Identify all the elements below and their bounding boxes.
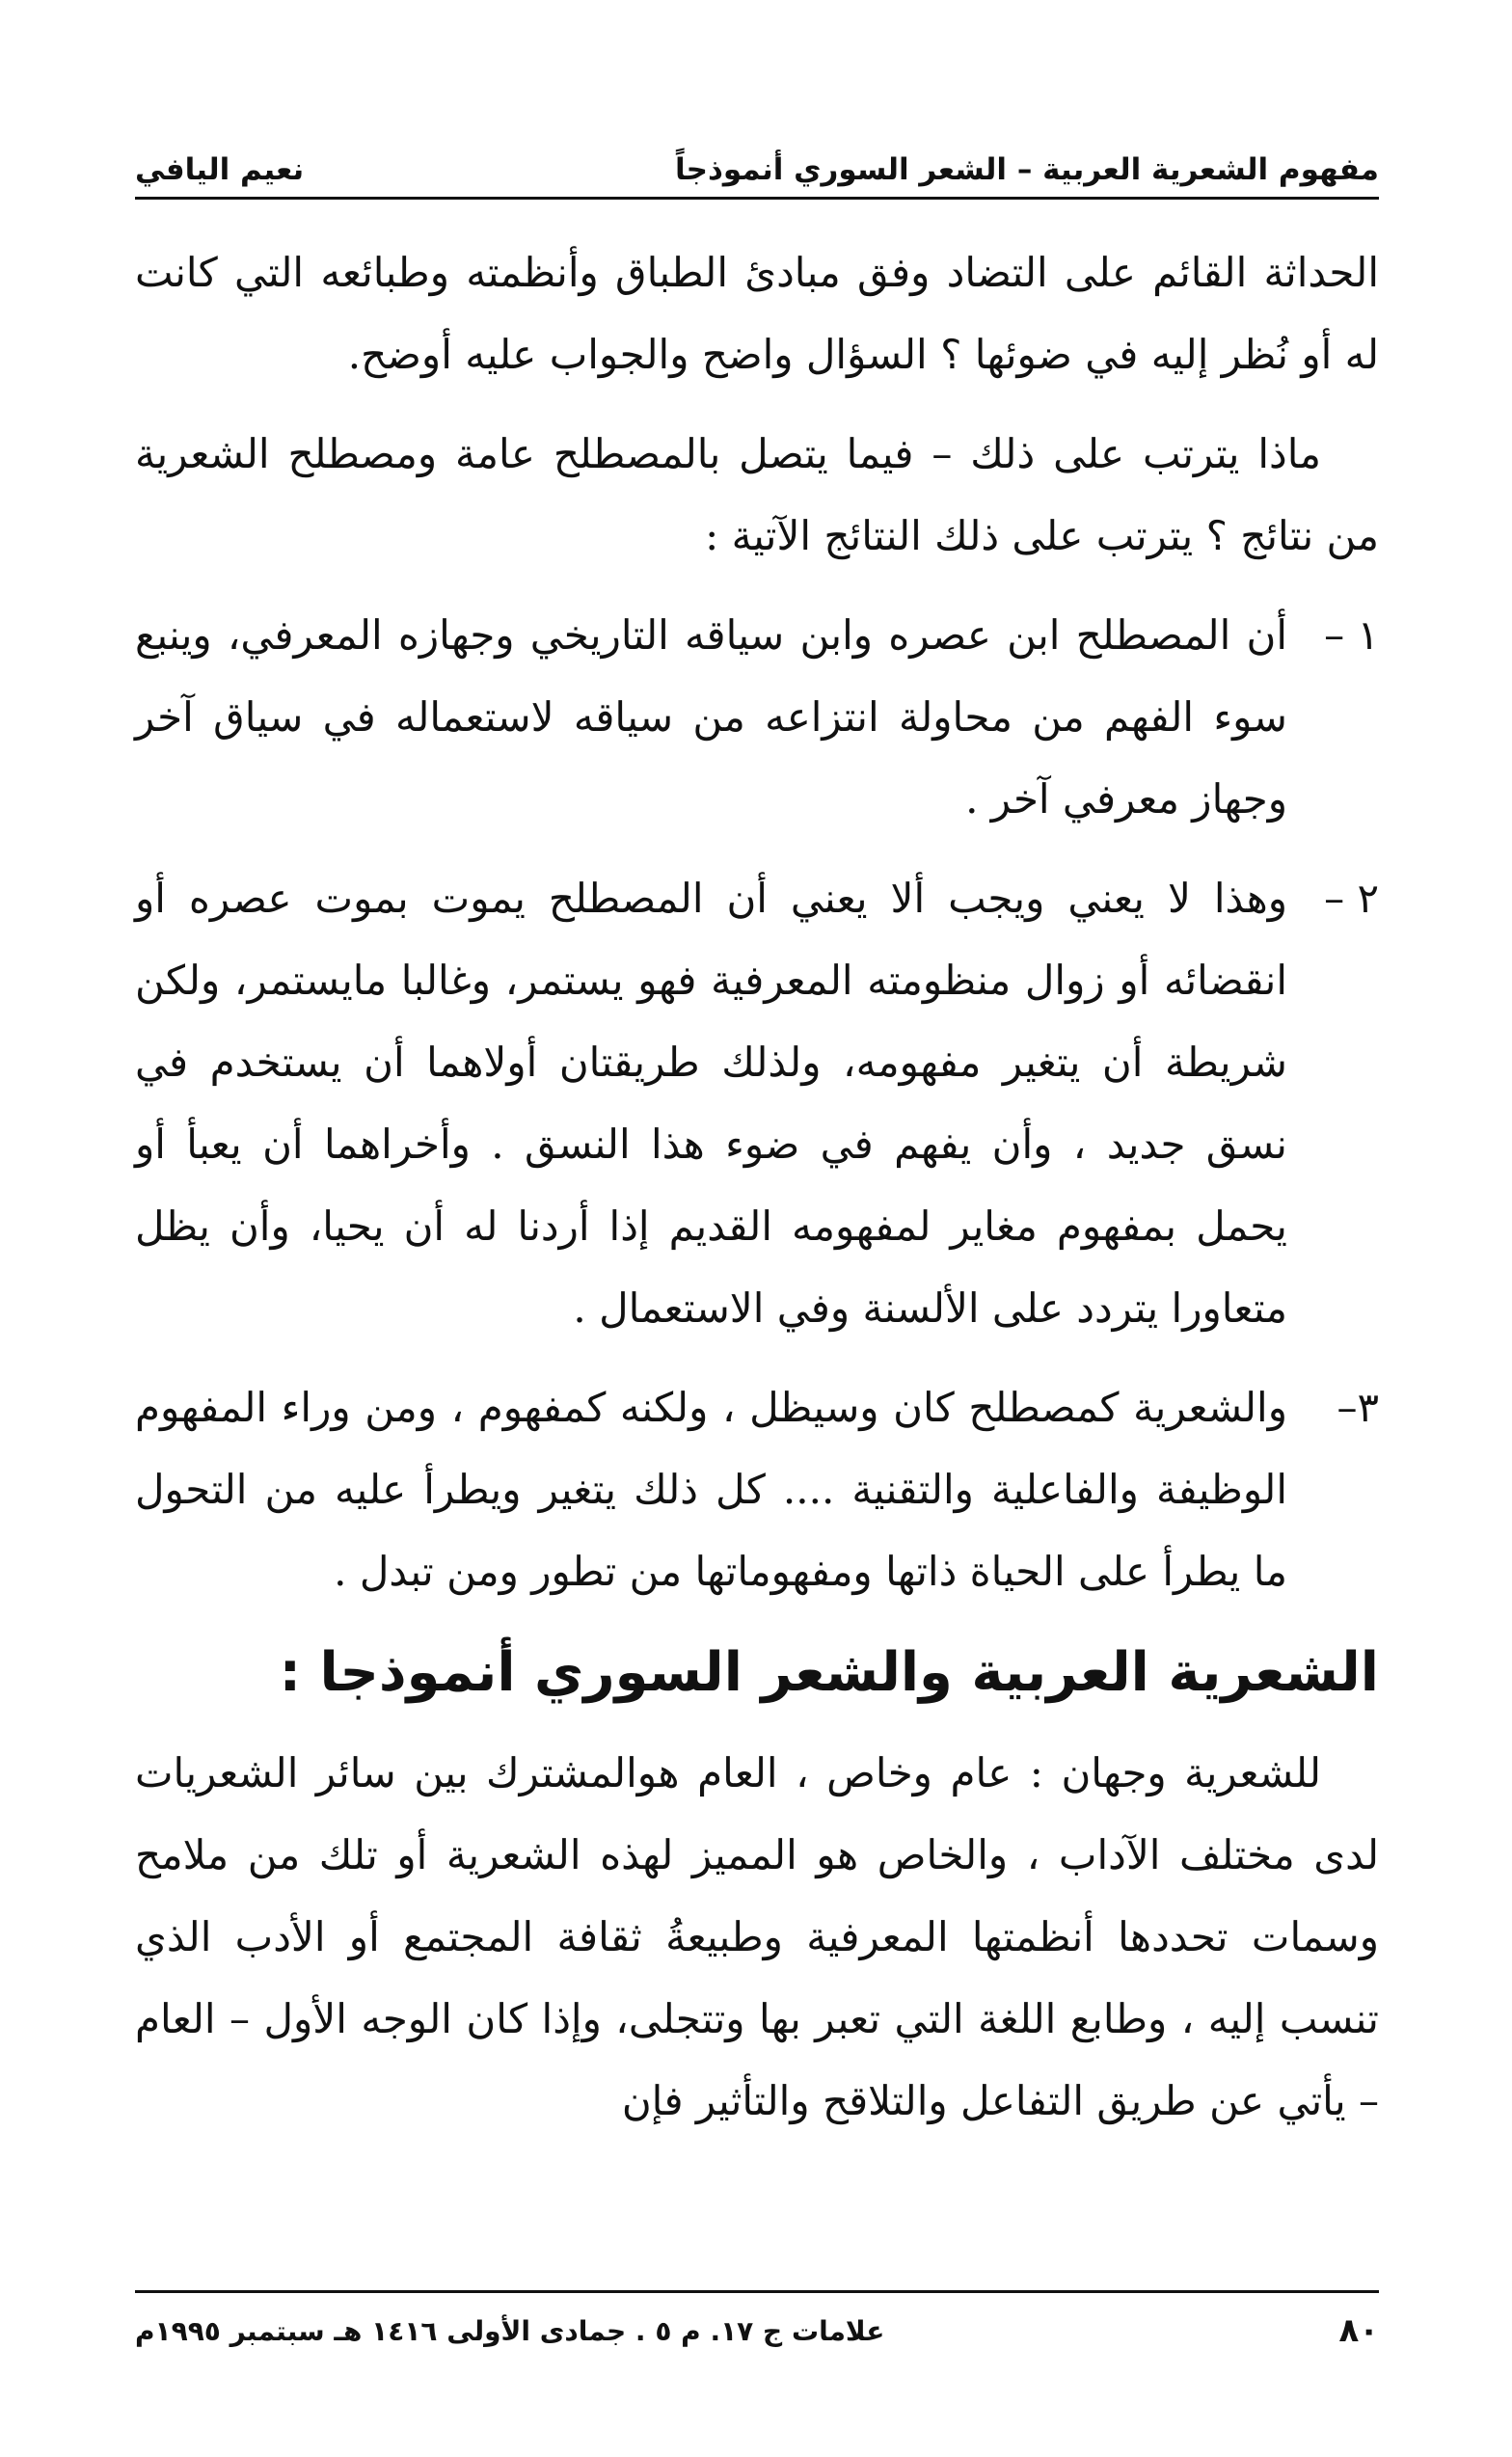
list-item-text: والشعرية كمصطلح كان وسيظل ، ولكنه كمفهوم ، ومن وراء المفهوم الوظيفة والفاعلية والتقنية .... كل ذلك يتغير ويطرأ عليه من التحول ما يطرأ على الحياة ذاتها ومفهوماتها من تطور ومن تبدل . xyxy=(135,1384,1287,1595)
paragraph-continuation: الحداثة القائم على التضاد وفق مبادئ الطباق وأنظمته وطبائعه التي كانت له أو نُظر إليه في ضوئها ؟ السؤال واضح والجواب عليه أوضح. xyxy=(135,249,1379,378)
paragraph-question: ماذا يترتب على ذلك – فيما يتصل بالمصطلح عامة ومصطلح الشعرية من نتائج ؟ يترتب على ذلك النتائج الآتية : xyxy=(135,430,1379,559)
list-item xyxy=(135,857,1379,1349)
list-item-text: أن المصطلح ابن عصره وابن سياقه التاريخي وجهازه المعرفي، وينبع سوء الفهم من محاولة انتزاعه من سياقه لاستعماله في سياق آخر وجهاز معرفي آخر . xyxy=(135,611,1287,823)
list-item xyxy=(135,594,1379,840)
list-item xyxy=(135,1366,1379,1612)
page-number: ٨٠ xyxy=(1338,2311,1379,2350)
section-heading: الشعرية العربية والشعر السوري أنموذجا : xyxy=(279,1641,1379,1704)
page-footer xyxy=(135,2307,1379,2355)
running-title: مفهوم الشعرية العربية – الشعر السوري أنموذجاً xyxy=(674,152,1379,187)
list-item-number: ٢ – xyxy=(1324,875,1379,922)
list-item-number: ١ – xyxy=(1324,611,1379,659)
header-rule xyxy=(135,197,1379,200)
journal-page xyxy=(135,125,1379,2372)
list-item-text: وهذا لا يعني ويجب ألا يعني أن المصطلح يموت بموت عصره أو انقضائه أو زوال منظومته المعرفية فهو يستمر، وغالبا مايستمر، ولكن شريطة أن يتغير مفهومه، ولذلك طريقتان أولاهما أن يستخدم في نسق جديد ، وأن يفهم في ضوء هذا النسق . وأخراهما أن يعبأ أو يحمل بمفهوم مغاير لمفهومه القديم إذا أردنا له أن يحيا، وأن يظل متعاورا يتردد على الألسنة وفي الاستعمال . xyxy=(135,875,1287,1332)
running-author: نعيم اليافي xyxy=(135,152,305,187)
section-paragraph: للشعرية وجهان : عام وخاص ، العام هوالمشترك بين سائر الشعريات لدى مختلف الآداب ، والخاص هو المميز لهذه الشعرية أو تلك من ملامح وسمات تحددها أنظمتها المعرفية وطبيعةُ ثقافة المجتمع أو الأدب الذي تنسب إليه ، وطابع اللغة التي تعبر بها وتتجلى، وإذا كان الوجه الأول – العام – يأتي عن طريق التفاعل والتلاقح والتأثير فإن xyxy=(135,1749,1379,2124)
footer-rule xyxy=(135,2290,1379,2293)
running-header xyxy=(135,125,1379,193)
journal-citation: علامات ج ١٧. م ٥ . جمادى الأولى ١٤١٦ هـ سبتمبر ١٩٩٥م xyxy=(135,2314,885,2347)
body-text xyxy=(135,231,1379,2159)
list-item-number: ٣– xyxy=(1336,1384,1379,1431)
